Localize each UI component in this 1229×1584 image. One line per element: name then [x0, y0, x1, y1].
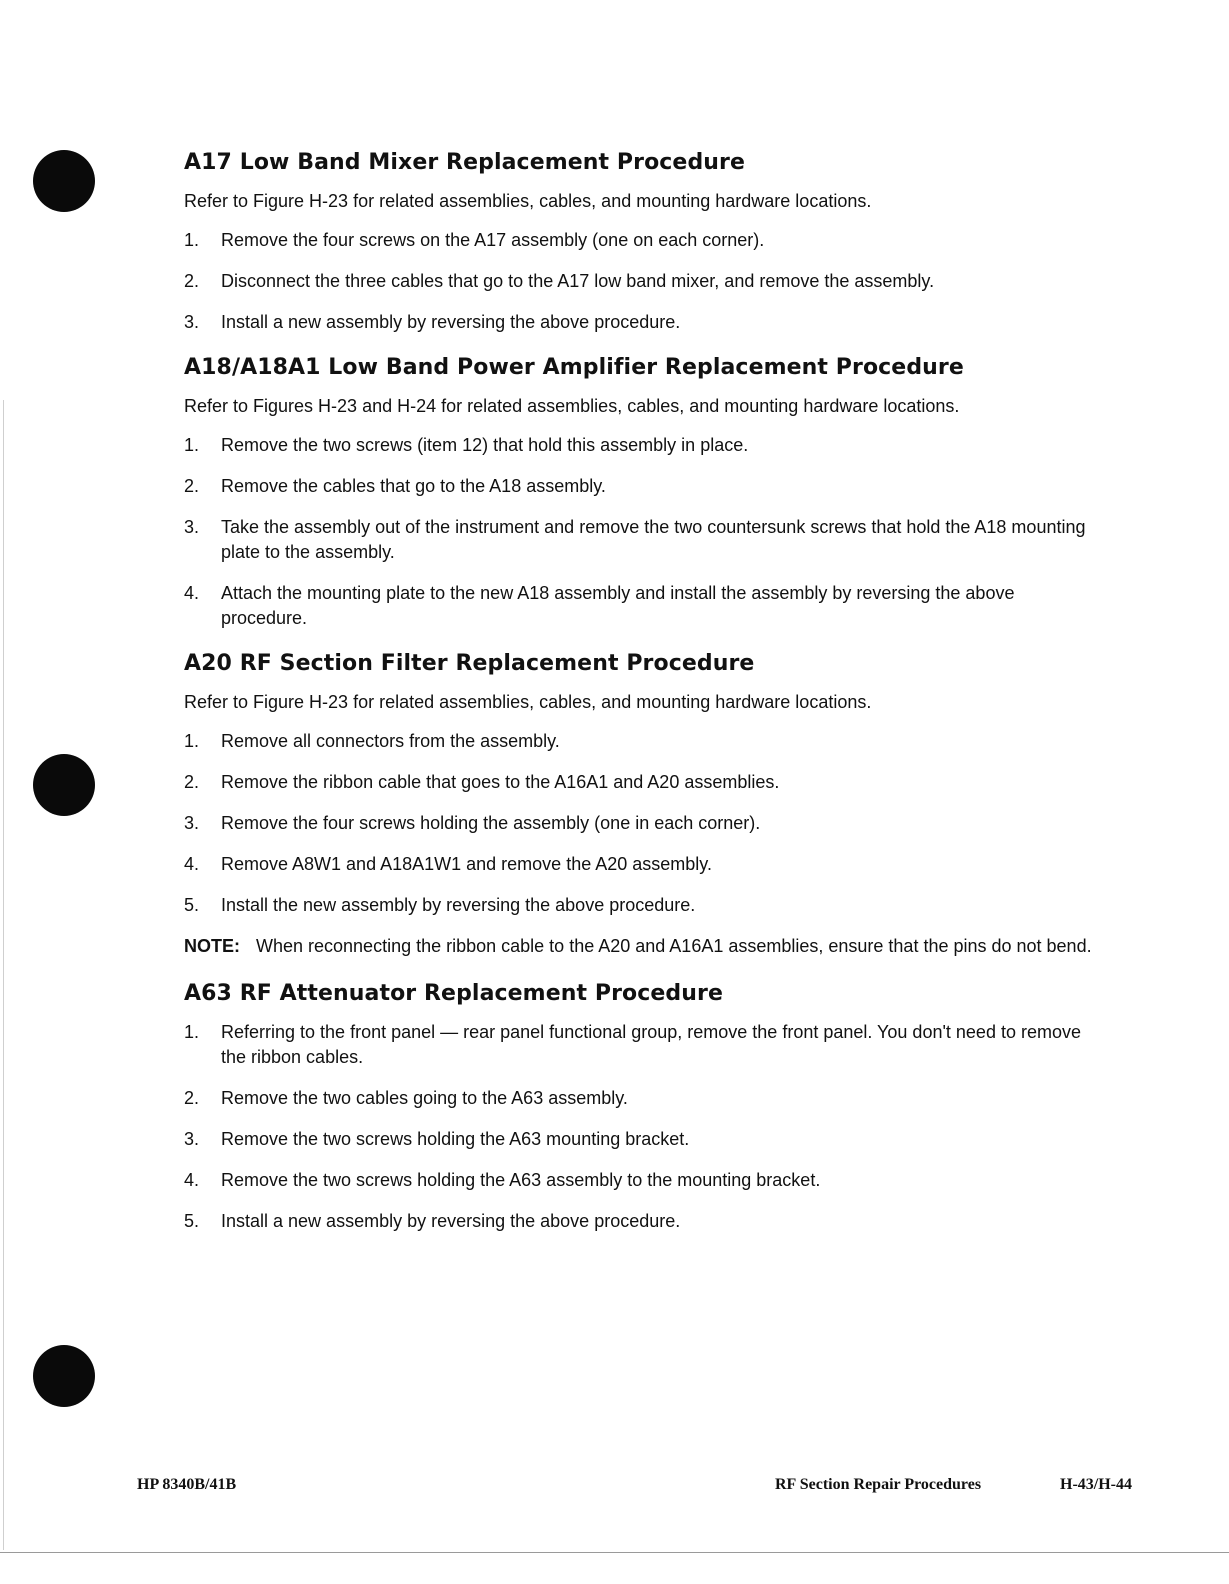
binder-hole-bottom [33, 1345, 95, 1407]
step-text: Attach the mounting plate to the new A18 assembly and install the assembly by reversing the above procedure. [221, 583, 1015, 628]
step-text: Install a new assembly by reversing the above procedure. [221, 312, 681, 332]
step-number: 4. [184, 1170, 200, 1190]
step-text: Referring to the front panel — rear panel functional group, remove the front panel. You don't need to remove the ribbon cables. [221, 1022, 1081, 1067]
step-text: Remove the two cables going to the A63 assembly. [221, 1088, 628, 1108]
step-text: Remove the ribbon cable that goes to the A16A1 and A20 assemblies. [221, 772, 780, 792]
step-number: 3. [184, 1129, 200, 1149]
step-item [184, 433, 1104, 458]
section-intro: Refer to Figures H-23 and H-24 for related assemblies, cables, and mounting hardware locations. [184, 396, 960, 416]
section-heading: A17 Low Band Mixer Replacement Procedure [184, 150, 746, 175]
section-heading: A63 RF Attenuator Replacement Procedure [184, 981, 723, 1006]
binder-hole-top [33, 150, 95, 212]
step-text: Remove all connectors from the assembly. [221, 731, 560, 751]
step-number: 1. [184, 731, 200, 751]
section-a18 [184, 355, 1104, 631]
step-number: 2. [184, 772, 200, 792]
step-number: 4. [184, 854, 200, 874]
step-number: 3. [184, 813, 200, 833]
step-item [184, 581, 1104, 631]
step-text: Remove the two screws holding the A63 assembly to the mounting bracket. [221, 1170, 821, 1190]
section-heading: A18/A18A1 Low Band Power Amplifier Replacement Procedure [184, 355, 964, 380]
step-text: Remove the two screws holding the A63 mounting bracket. [221, 1129, 690, 1149]
step-number: 1. [184, 230, 200, 250]
page-content [184, 150, 1104, 1254]
step-number: 3. [184, 517, 200, 537]
step-item [184, 1020, 1104, 1070]
step-item [184, 1086, 1104, 1111]
step-item [184, 770, 1104, 795]
step-item [184, 893, 1104, 918]
step-number: 1. [184, 1022, 200, 1042]
step-number: 2. [184, 271, 200, 291]
step-text: Take the assembly out of the instrument and remove the two countersunk screws that hold the A18 mounting plate to the assembly. [221, 517, 1086, 562]
note-text: When reconnecting the ribbon cable to the A20 and A16A1 assemblies, ensure that the pins do not bend. [256, 936, 1092, 956]
step-text: Install a new assembly by reversing the above procedure. [221, 1211, 681, 1231]
step-item [184, 1127, 1104, 1152]
step-item [184, 515, 1104, 565]
step-item [184, 729, 1104, 754]
step-number: 5. [184, 1211, 200, 1231]
step-item [184, 474, 1104, 499]
step-item [184, 1209, 1104, 1234]
bottom-rule [0, 1552, 1229, 1553]
step-item [184, 852, 1104, 877]
section-intro: Refer to Figure H-23 for related assemblies, cables, and mounting hardware locations. [184, 191, 872, 211]
step-item [184, 1168, 1104, 1193]
footer-model: HP 8340B/41B [137, 1476, 237, 1493]
note-paragraph [184, 934, 1104, 959]
step-number: 5. [184, 895, 200, 915]
section-a20 [184, 651, 1104, 959]
step-item [184, 811, 1104, 836]
step-text: Remove the two screws (item 12) that hold this assembly in place. [221, 435, 749, 455]
step-number: 2. [184, 1088, 200, 1108]
step-list [184, 228, 1104, 335]
binder-hole-middle [33, 754, 95, 816]
step-list [184, 729, 1104, 918]
step-item [184, 228, 1104, 253]
footer-section-title: RF Section Repair Procedures [775, 1476, 982, 1493]
step-number: 1. [184, 435, 200, 455]
section-intro: Refer to Figure H-23 for related assemblies, cables, and mounting hardware locations. [184, 692, 872, 712]
step-text: Remove the cables that go to the A18 assembly. [221, 476, 606, 496]
step-text: Disconnect the three cables that go to the A17 low band mixer, and remove the assembly. [221, 271, 935, 291]
step-number: 2. [184, 476, 200, 496]
step-number: 4. [184, 583, 200, 603]
footer-page-number: H-43/H-44 [1060, 1476, 1132, 1493]
step-text: Remove the four screws on the A17 assembly (one on each corner). [221, 230, 765, 250]
step-text: Remove A8W1 and A18A1W1 and remove the A20 assembly. [221, 854, 712, 874]
step-text: Install the new assembly by reversing the above procedure. [221, 895, 696, 915]
note-label: NOTE: [184, 936, 240, 956]
page-edge-line [3, 400, 4, 1550]
step-list [184, 1020, 1104, 1234]
step-item [184, 269, 1104, 294]
section-a17 [184, 150, 1104, 335]
step-number: 3. [184, 312, 200, 332]
section-heading: A20 RF Section Filter Replacement Procedure [184, 651, 755, 676]
section-a63 [184, 981, 1104, 1234]
step-list [184, 433, 1104, 631]
step-text: Remove the four screws holding the assembly (one in each corner). [221, 813, 761, 833]
step-item [184, 310, 1104, 335]
